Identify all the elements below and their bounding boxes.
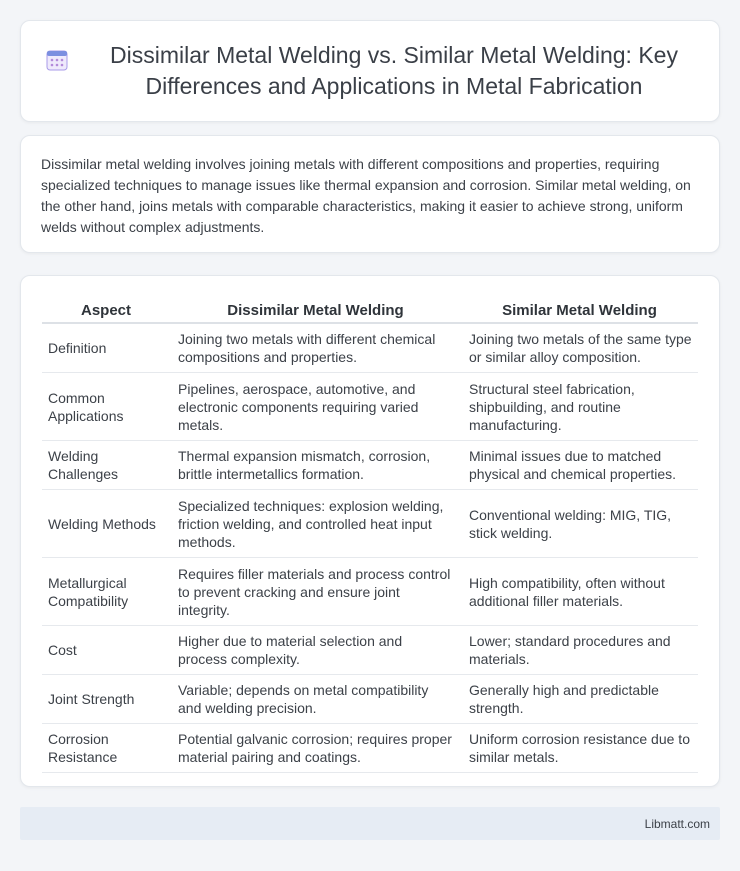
- aspect-cell: Cost: [42, 626, 170, 675]
- comparison-table: [42, 298, 698, 773]
- intro-card: [20, 135, 720, 253]
- column-header-aspect: Aspect: [42, 298, 170, 324]
- header-card: [20, 20, 720, 122]
- dissimilar-cell: Variable; depends on metal compatibility and welding precision.: [170, 675, 461, 724]
- aspect-cell: Common Applications: [42, 373, 170, 441]
- column-header-dissimilar: Dissimilar Metal Welding: [170, 298, 461, 324]
- similar-cell: Generally high and predictable strength.: [461, 675, 698, 724]
- similar-cell: Lower; standard procedures and materials.: [461, 626, 698, 675]
- table-row: [42, 675, 698, 724]
- table-row: [42, 324, 698, 373]
- table-row: [42, 441, 698, 490]
- aspect-cell: Welding Challenges: [42, 441, 170, 490]
- footer: [20, 807, 720, 840]
- similar-cell: Joining two metals of the same type or similar alloy composition.: [461, 324, 698, 373]
- similar-cell: Uniform corrosion resistance due to similar metals.: [461, 724, 698, 773]
- aspect-cell: Corrosion Resistance: [42, 724, 170, 773]
- similar-cell: High compatibility, often without additional filler materials.: [461, 558, 698, 626]
- dissimilar-cell: Specialized techniques: explosion welding, friction welding, and controlled heat input methods.: [170, 490, 461, 558]
- aspect-cell: Metallurgical Compatibility: [42, 558, 170, 626]
- dissimilar-cell: Thermal expansion mismatch, corrosion, brittle intermetallics formation.: [170, 441, 461, 490]
- aspect-cell: Joint Strength: [42, 675, 170, 724]
- table-row: [42, 490, 698, 558]
- table-row: [42, 724, 698, 773]
- dissimilar-cell: Pipelines, aerospace, automotive, and electronic components requiring varied metals.: [170, 373, 461, 441]
- dissimilar-cell: Joining two metals with different chemical compositions and properties.: [170, 324, 461, 373]
- table-row: [42, 558, 698, 626]
- calendar-icon: [45, 48, 69, 72]
- page-title: Dissimilar Metal Welding vs. Similar Metal Welding: Key Differences and Applications in Metal Fabrication: [110, 42, 678, 99]
- table-row: [42, 373, 698, 441]
- dissimilar-cell: Requires filler materials and process control to prevent cracking and ensure joint integrity.: [170, 558, 461, 626]
- intro-text: Dissimilar metal welding involves joining metals with different compositions and properties, requiring specialized techniques to manage issues like thermal expansion and corrosion. Similar metal welding, on the other hand, joins metals with comparable characteristics, making it easier to achieve strong, uniform welds without complex adjustments.: [41, 156, 691, 235]
- dissimilar-cell: Higher due to material selection and process complexity.: [170, 626, 461, 675]
- similar-cell: Minimal issues due to matched physical and chemical properties.: [461, 441, 698, 490]
- similar-cell: Structural steel fabrication, shipbuilding, and routine manufacturing.: [461, 373, 698, 441]
- table-header-row: [42, 298, 698, 324]
- similar-cell: Conventional welding: MIG, TIG, stick welding.: [461, 490, 698, 558]
- aspect-cell: Definition: [42, 324, 170, 373]
- table-row: [42, 626, 698, 675]
- column-header-similar: Similar Metal Welding: [461, 298, 698, 324]
- comparison-table-card: [20, 275, 720, 787]
- footer-site-link[interactable]: Libmatt.com: [644, 816, 710, 831]
- aspect-cell: Welding Methods: [42, 490, 170, 558]
- dissimilar-cell: Potential galvanic corrosion; requires proper material pairing and coatings.: [170, 724, 461, 773]
